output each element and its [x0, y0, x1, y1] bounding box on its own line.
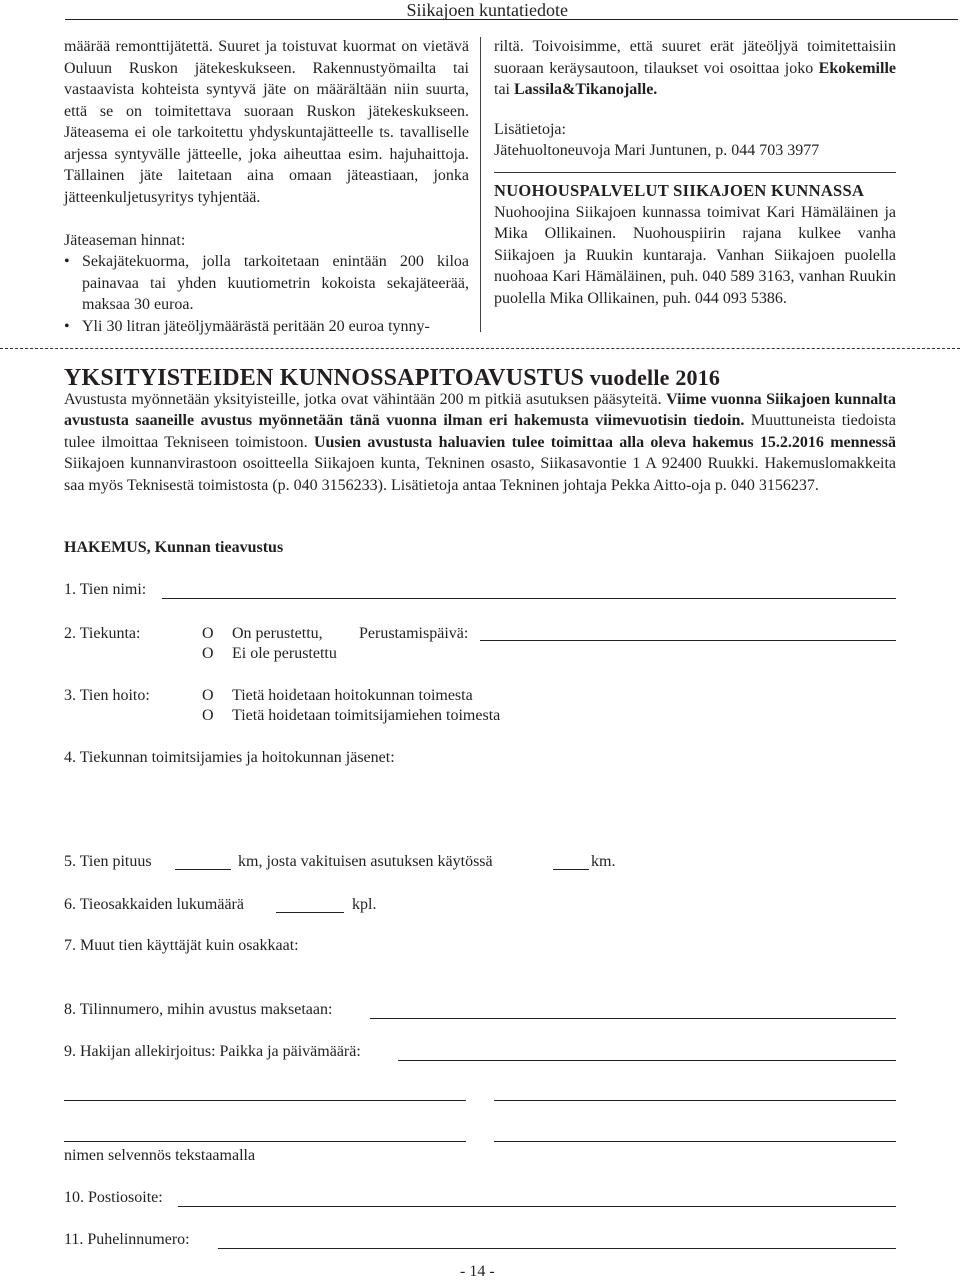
name-clarification-label: nimen selvennös tekstaamalla [64, 1147, 256, 1164]
phone-label: 11. Puhelinnumero: [64, 1231, 190, 1248]
price-bullet-waste-oil: • Yli 30 litran jäteöljymäärästä peritään 20 euroa tynny- [64, 316, 469, 338]
road-maintenance-label: 3. Tien hoito: [64, 687, 150, 704]
phone-field[interactable] [218, 1248, 896, 1249]
right-column [494, 36, 896, 162]
account-number-label: 8. Tilinnumero, mihin avustus maksetaan: [64, 1001, 333, 1018]
signature-line-2[interactable] [494, 1100, 896, 1101]
permanent-length-field[interactable] [553, 869, 589, 870]
road-name-field[interactable] [162, 598, 896, 599]
chimney-section [494, 180, 896, 309]
established-option: On perustettu, [232, 625, 323, 642]
article-body: Avustusta myönnetään yksityisteille, jotka ovat vähintään 200 m pitkiä asutuksen pääsyteitä. Viime vuonna Siikajoen kunnalta avustusta saaneille avustus myönnetään tänä vuonna ilman eri hakemusta viimevuotisin tiedoin. Muuttuneista tiedoista tulee ilmoittaa Tekniseen toimistoon. Uusien avustusta haluavien tulee toimittaa alla oleva hakemus 15.2.2016 mennessä Siikajoen kunnanvirastoon osoitteella Siikajoen kunta, Tekninen osasto, Siikasavontie 1 A 92400 Ruukki. Hakemuslomakkeita saa myös Teknisestä toimistosta (p. 040 3156233). Lisätietoja antaa Tekninen johtaja Pekka Aitto-oja p. 040 3156237. [64, 391, 897, 494]
company-lassila: Lassila&Tikanojalle. [514, 81, 658, 98]
trustee-maintained-radio[interactable]: O [202, 707, 214, 724]
trustee-maintained-option: Tietä hoidetaan toimitsijamiehen toimesta [232, 707, 501, 724]
pcs-unit: kpl. [352, 896, 377, 913]
founding-date-field[interactable] [480, 640, 896, 641]
cut-line [0, 348, 960, 349]
right-column-rule [494, 172, 896, 173]
page-number: - 14 - [460, 1263, 495, 1280]
article-title: YKSITYISTEIDEN KUNNOSSAPITOAVUSTUS vuodelle 2016 [64, 365, 721, 391]
members-label: 4. Tiekunnan toimitsijamies ja hoitokunnan jäsenet: [64, 749, 395, 766]
board-maintained-option: Tietä hoidetaan hoitokunnan toimesta [232, 687, 473, 704]
permanent-use-label: km, josta vakituisen asutuksen käytössä [238, 853, 493, 870]
name-clarification-line-1[interactable] [64, 1141, 466, 1142]
road-association-label: 2. Tiekunta: [64, 625, 141, 642]
road-length-field[interactable] [175, 869, 231, 870]
signature-place-date-label: 9. Hakijan allekirjoitus: Paikka ja päivämäärä: [64, 1043, 361, 1060]
shareholders-label: 6. Tieosakkaiden lukumäärä [64, 896, 244, 913]
road-length-label: 5. Tien pituus [64, 853, 152, 870]
established-radio[interactable]: O [202, 625, 214, 642]
not-established-option: Ei ole perustettu [232, 645, 337, 662]
postal-address-label: 10. Postiosoite: [64, 1189, 163, 1206]
other-users-label: 7. Muut tien käyttäjät kuin osakkaat: [64, 937, 299, 954]
chimney-section-text: Nuohoojina Siikajoen kunnassa toimivat Kari Hämäläinen ja Mika Ollikainen. Nuohouspiirin rajana kulkee vanha Siikajoen ja Ruukin kuntaraja. Vanhan Siikajoen puolella nuohoaa Kari Hämäläinen, puh. 040 589 3163, vanhan Ruukin puolella Mika Ollikainen, puh. 044 093 5386. [494, 203, 896, 307]
header-rule [65, 19, 958, 20]
info-label: Lisätietoja: [494, 120, 566, 138]
name-clarification-line-2[interactable] [494, 1141, 896, 1142]
shareholders-field[interactable] [276, 912, 344, 913]
signature-line-1[interactable] [64, 1100, 466, 1101]
board-maintained-radio[interactable]: O [202, 687, 214, 704]
form-title: HAKEMUS, Kunnan tieavustus [64, 539, 284, 556]
not-established-radio[interactable]: O [202, 645, 214, 662]
price-bullet-mixed-waste: • Sekajätekuorma, jolla tarkoitetaan enintään 200 kiloa painavaa tai yhden kuutiometrin kokoista sekajäteerää, maksaa 30 euroa. [64, 251, 469, 316]
info-contact: Jätehuoltoneuvoja Mari Juntunen, p. 044 703 3977 [494, 142, 820, 159]
founding-date-label: Perustamispäivä: [359, 625, 469, 642]
column-divider [480, 37, 481, 332]
chimney-section-title: NUOHOUSPALVELUT SIIKAJOEN KUNNASSA [494, 181, 865, 200]
company-ekokem: Ekokemille [818, 59, 896, 77]
waste-station-paragraph: määrää remonttijätettä. Suuret ja toistuvat kuormat on vietävä Ouluun Ruskon jätekeskukseen. Rakennustyömailta tai vastaavista kohteista syntyvä jäte on määrältään niin suurta, että se on toimitettava suoraan Ruskon jätekeskukseen. Jäteasema ei ole tarkoitettu yhdyskuntajätteelle ts. tavalliselle arjessa syntyvälle jätteelle, joka aiheuttaa esim. hajuhaittoja. Tällainen jäte laitetaan aina omaan jäteastiaan, jonka jätteenkuljetusyritys tyhjentää. [64, 38, 469, 206]
newsletter-title: Siikajoen kuntatiedote [406, 0, 568, 20]
place-date-field[interactable] [398, 1060, 896, 1061]
postal-address-field[interactable] [178, 1206, 896, 1207]
waste-oil-paragraph: riltä. Toivoisimme, että suuret erät jäteöljyä toimitettaisiin suoraan keräysautoon, tilaukset voi osoittaa joko Ekokemille tai Lassila&Tikanojalle. [494, 38, 896, 98]
road-name-label: 1. Tien nimi: [64, 581, 147, 598]
left-column [64, 36, 469, 337]
km-unit: km. [591, 853, 616, 870]
account-number-field[interactable] [370, 1018, 896, 1019]
prices-title: Jäteaseman hinnat: [64, 231, 186, 249]
